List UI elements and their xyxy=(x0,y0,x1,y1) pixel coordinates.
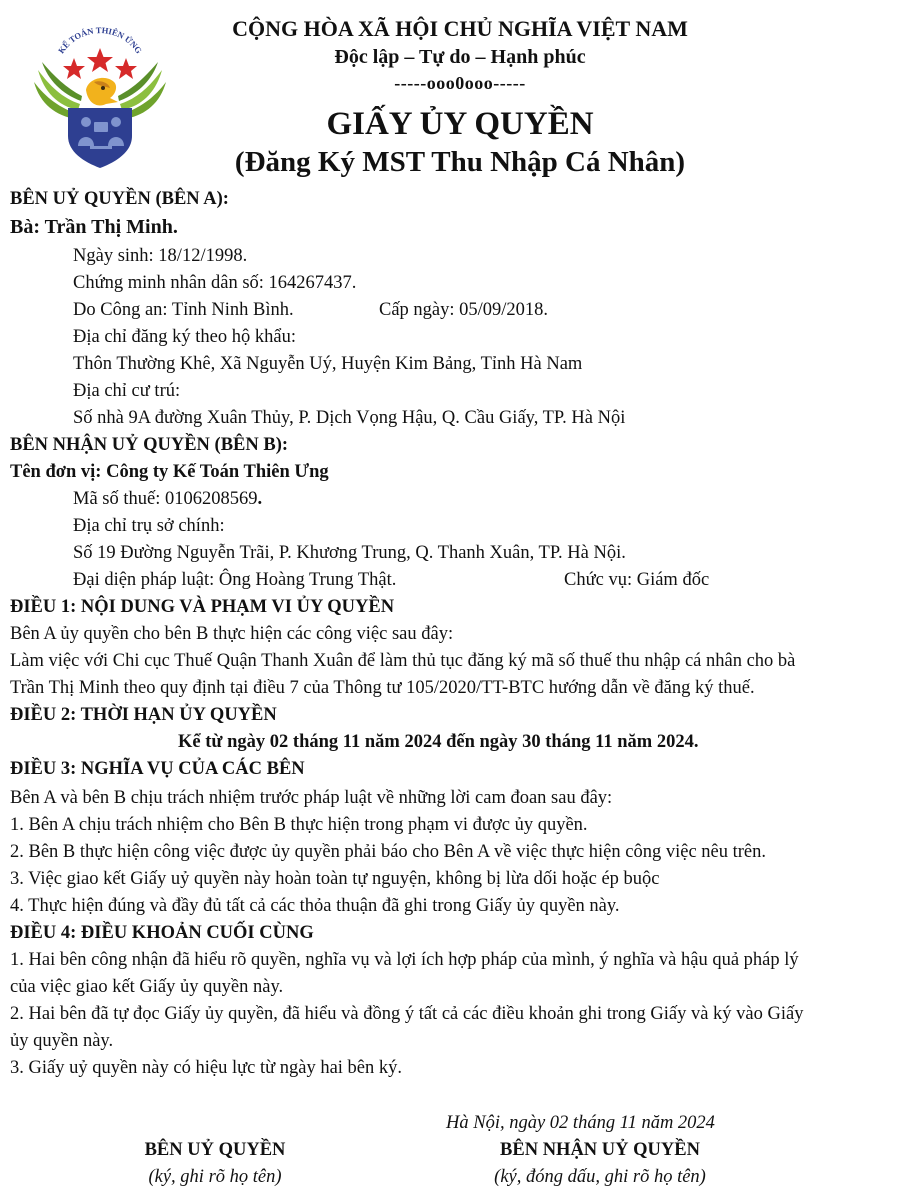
eagle-icon xyxy=(86,78,118,106)
shield-icon xyxy=(68,108,132,168)
article1-line: Làm việc với Chi cục Thuế Quận Thanh Xuân để làm thủ tục đăng ký mã số thuế thu nhập cá nhân cho bà xyxy=(10,651,796,671)
party-a-res-address-label: Địa chỉ cư trú: xyxy=(73,381,181,401)
left-signature-note: (ký, ghi rõ họ tên) xyxy=(148,1167,282,1187)
article4-line: 1. Hai bên công nhận đã hiểu rõ quyền, nghĩa vụ và lợi ích hợp pháp của mình, ý nghĩa và hậu quả pháp lý xyxy=(10,950,799,970)
party-b-representative: Đại diện pháp luật: Ông Hoàng Trung Thật. xyxy=(73,570,397,590)
party-b-hq-label: Địa chỉ trụ sở chính: xyxy=(73,516,225,536)
article3-item: 1. Bên A chịu trách nhiệm cho Bên B thực hiện trong phạm vi được ủy quyền. xyxy=(10,815,588,835)
party-a-dob: Ngày sinh: 18/12/1998. xyxy=(73,246,248,266)
article2-heading: ĐIỀU 2: THỜI HẠN ỦY QUYỀN xyxy=(10,705,277,725)
article1-line: Bên A ủy quyền cho bên B thực hiện các công việc sau đây: xyxy=(10,624,454,644)
party-b-hq-address: Số 19 Đường Nguyễn Trãi, P. Khương Trung, Q. Thanh Xuân, TP. Hà Nội. xyxy=(73,543,626,563)
document-title: GIẤY ỦY QUYỀN xyxy=(326,106,594,142)
header-divider: -----ooo0ooo----- xyxy=(394,73,526,93)
motto: Độc lập – Tự do – Hạnh phúc xyxy=(334,46,586,68)
party-b-position: Chức vụ: Giám đốc xyxy=(564,570,710,590)
article4-line: 2. Hai bên đã tự đọc Giấy ủy quyền, đã hiểu và đồng ý tất cả các điều khoản ghi trong Giấy và ký vào Giấy xyxy=(10,1004,804,1024)
party-a-issued-date: Cấp ngày: 05/09/2018. xyxy=(379,300,549,320)
party-a-reg-address-label: Địa chỉ đăng ký theo hộ khẩu: xyxy=(73,327,296,347)
party-a-issued-by: Do Công an: Tỉnh Ninh Bình. xyxy=(73,300,294,320)
document-subtitle: (Đăng Ký MST Thu Nhập Cá Nhân) xyxy=(234,146,686,178)
article3-heading: ĐIỀU 3: NGHĨA VỤ CỦA CÁC BÊN xyxy=(10,759,305,779)
right-signature-title: BÊN NHẬN UỶ QUYỀN xyxy=(500,1140,700,1160)
article4-line: 3. Giấy uỷ quyền này có hiệu lực từ ngày hai bên ký. xyxy=(10,1058,403,1078)
stars-icon xyxy=(63,48,137,79)
party-b-tax-code: Mã số thuế: 0106208569. xyxy=(73,489,263,509)
article3-intro: Bên A và bên B chịu trách nhiệm trước pháp luật về những lời cam đoan sau đây: xyxy=(10,788,613,808)
article3-item: 4. Thực hiện đúng và đầy đủ tất cả các thỏa thuận đã ghi trong Giấy ủy quyền này. xyxy=(10,896,620,916)
party-a-res-address: Số nhà 9A đường Xuân Thủy, P. Dịch Vọng Hậu, Q. Cầu Giấy, TP. Hà Nội xyxy=(73,408,626,428)
right-signature-note: (ký, đóng dấu, ghi rõ họ tên) xyxy=(494,1167,706,1187)
place-date: Hà Nội, ngày 02 tháng 11 năm 2024 xyxy=(446,1113,715,1133)
left-signature-title: BÊN UỶ QUYỀN xyxy=(144,1140,286,1160)
party-a-heading: BÊN UỶ QUYỀN (BÊN A): xyxy=(10,189,229,209)
article2-period: Kể từ ngày 02 tháng 11 năm 2024 đến ngày 30 tháng 11 năm 2024. xyxy=(178,732,699,752)
logo-arc-text: KẾ TOÁN THIÊN ỨNG xyxy=(55,25,145,56)
party-b-heading: BÊN NHẬN UỶ QUYỀN (BÊN B): xyxy=(10,435,289,455)
article1-line: Trần Thị Minh theo quy định tại điều 7 của Thông tư 105/2020/TT-BTC hướng dẫn về đăng ký thuế. xyxy=(10,678,755,698)
article4-heading: ĐIỀU 4: ĐIỀU KHOẢN CUỐI CÙNG xyxy=(10,923,314,943)
party-a-id-number: Chứng minh nhân dân số: 164267437. xyxy=(73,273,357,293)
article4-line: của việc giao kết Giấy ủy quyền này. xyxy=(10,977,284,997)
article3-item: 2. Bên B thực hiện công việc được ủy quyền phải báo cho Bên A về việc thực hiện công việc nêu trên. xyxy=(10,842,767,862)
article4-line: ủy quyền này. xyxy=(10,1031,114,1051)
party-b-unit-name: Tên đơn vị: Công ty Kế Toán Thiên Ưng xyxy=(10,462,329,482)
article1-heading: ĐIỀU 1: NỘI DUNG VÀ PHẠM VI ỦY QUYỀN xyxy=(10,597,395,617)
nation-name: CỘNG HÒA XÃ HỘI CHỦ NGHĨA VIỆT NAM xyxy=(232,16,688,41)
article3-item: 3. Việc giao kết Giấy uỷ quyền này hoàn toàn tự nguyện, không bị lừa dối hoặc ép buộc xyxy=(10,869,660,889)
party-a-name: Bà: Trần Thị Minh. xyxy=(10,216,178,238)
party-a-reg-address: Thôn Thường Khê, Xã Nguyễn Uý, Huyện Kim Bảng, Tỉnh Hà Nam xyxy=(73,354,583,374)
